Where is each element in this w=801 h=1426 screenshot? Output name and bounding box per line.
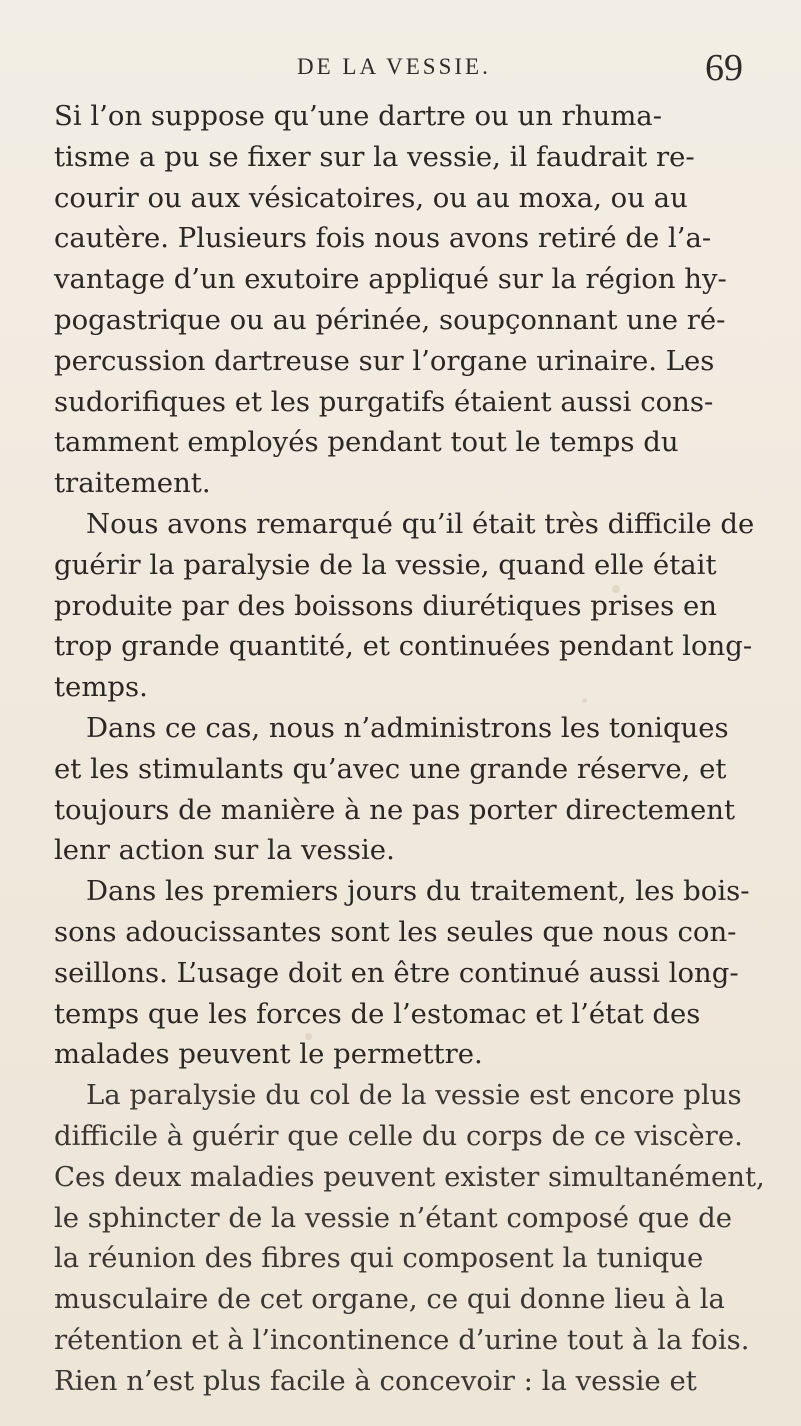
running-head (0, 46, 801, 96)
text-line: toujours de manière à ne pas porter directement (54, 793, 736, 826)
body-text (54, 96, 766, 1402)
text-line: produite par des boissons diurétiques prises en (54, 589, 717, 622)
text-line: tamment employés pendant tout le temps du (54, 426, 679, 459)
running-title: DE LA VESSIE. (297, 54, 491, 79)
text-line: la réunion des fibres qui composent la tunique (54, 1242, 704, 1275)
text-line: temps. (54, 671, 148, 704)
text-line: vantage d’un exutoire appliqué sur la région hy- (54, 263, 727, 296)
text-line: cautère. Plusieurs fois nous avons retiré de l’a- (54, 222, 712, 255)
text-line: musculaire de cet organe, ce qui donne lieu à la (54, 1283, 725, 1316)
text-line: le sphincter de la vessie n’étant composé que de (54, 1201, 732, 1234)
page-number: 69 (705, 47, 743, 89)
paragraph-start-line: Dans ce cas, nous n’administrons les toniques (86, 711, 729, 744)
text-line: et les stimulants qu’avec une grande réserve, et (54, 752, 727, 785)
text-line: guérir la paralysie de la vessie, quand elle était (54, 548, 717, 581)
paper-speck (305, 1033, 312, 1040)
text-line: difficile à guérir que celle du corps de ce viscère. (54, 1119, 743, 1152)
text-line: tisme a pu se fixer sur la vessie, il faudrait re- (54, 140, 695, 173)
paragraph-start-line: Nous avons remarqué qu’il était très difficile de (86, 507, 755, 540)
text-line: trop grande quantité, et continuées pendant long- (54, 630, 753, 663)
text-line: traitement. (54, 467, 211, 500)
text-line: malades peuvent le permettre. (54, 1038, 483, 1071)
text-line: seillons. L’usage doit en être continué aussi long- (54, 956, 739, 989)
text-line: Si l’on suppose qu’une dartre ou un rhuma- (54, 100, 662, 132)
paper-speck (390, 357, 400, 367)
text-line: Rien n’est plus facile à concevoir : la vessie et (54, 1364, 697, 1397)
paragraph-start-line: La paralysie du col de la vessie est encore plus (86, 1079, 742, 1112)
text-line: sudorifiques et les purgatifs étaient aussi cons- (54, 385, 714, 418)
text-line: courir ou aux vésicatoires, ou au moxa, ou au (54, 181, 688, 214)
text-line: pogastrique ou au périnée, soupçonnant une ré- (54, 303, 726, 336)
text-line: temps que les forces de l’estomac et l’état des (54, 997, 701, 1030)
paper-speck (582, 698, 587, 703)
text-line: sons adoucissantes sont les seules que nous con- (54, 915, 737, 948)
text-line: Ces deux maladies peuvent exister simultanément, (54, 1160, 765, 1193)
text-line: percussion dartreuse sur l’organe urinaire. Les (54, 344, 715, 377)
text-line: rétention et à l’incontinence d’urine tout à la fois. (54, 1323, 750, 1356)
paper-speck (248, 648, 254, 654)
paragraph-start-line: Dans les premiers jours du traitement, les bois- (86, 875, 750, 908)
paper-speck (612, 585, 620, 593)
text-line: lenr action sur la vessie. (54, 834, 395, 867)
